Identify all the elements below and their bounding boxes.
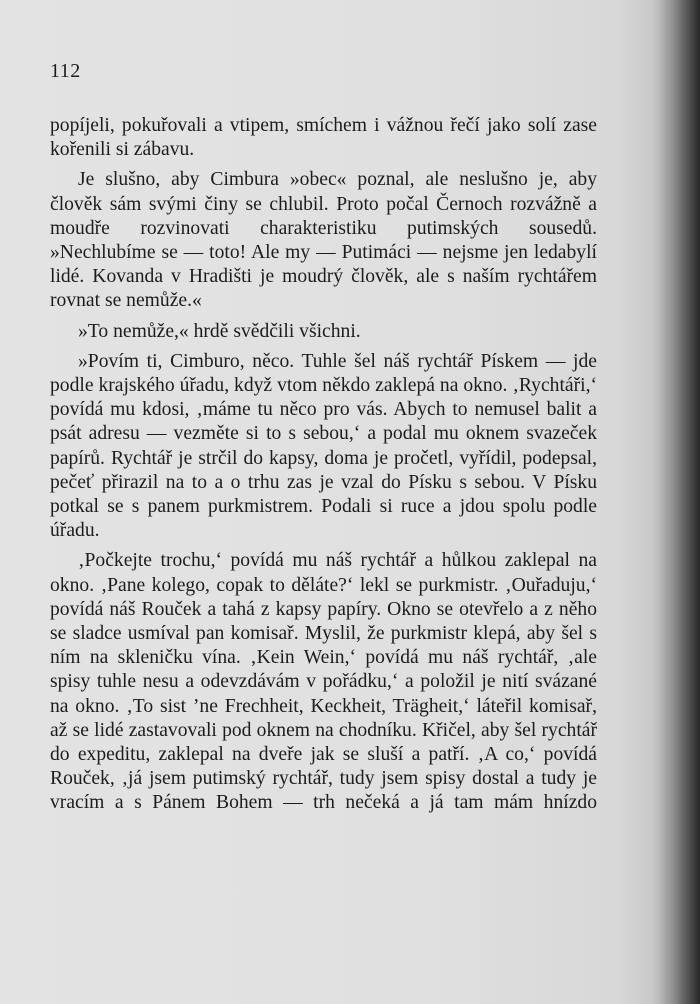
paragraph-2: Je slušno, aby Cimbura »obec« poznal, ale neslušno je, aby člověk sám svými činy se chlubil. Proto počal Černoch rozvážně a moudře rozvinovati charakteristiku putimských sousedů. »Nechlubíme se — toto! Ale my — Putimáci — nejsme jen ledabylí lidé. Kovanda v Hradišti je moudrý člověk, ale s naším rychtářem rovnat se nemůže.« [50,169,597,312]
paragraph-4: »Povím ti, Cimburo, něco. Tuhle šel náš rychtář Pískem — jde podle krajského úřadu, když vtom někdo zaklepá na okno. ‚Rychtáři,‘ povídá mu kdosi, ‚máme tu něco pro vás. Abych to nemusel balit a psát adresu — vezměte si to s sebou,‘ a podal mu oknem svazeček papírů. Rychtář je strčil do kapsy, doma je pročetl, vyřídil, podepsal, pečeť přirazil na to a o trhu zas je vzal do Písku s sebou. V Písku potkal se s panem purkmistrem. Podali si ruce a jdou spolu podle úřadu. [50,350,597,542]
book-spine-shadow [658,0,700,1004]
page-text [50,114,597,822]
paragraph-5: ‚Počkejte trochu,‘ povídá mu náš rychtář a hůlkou zaklepal na okno. ‚Pane kolego, copak to děláte?‘ lekl se purkmistr. ‚Ouřaduju,‘ povídá náš Rouček a tahá z kapsy papíry. Okno se otevřelo a z něho se sladce usmíval pan komisař. Myslil, že purkmistr klepá, aby šel s ním na skleničku vína. ‚Kein Wein,‘ povídá mu náš rychtář, ‚ale spisy tuhle nesu a odevzdávám v pořádku,‘ a položil je nití svázané na okno. ‚To sist ’ne Frechheit, Keckheit, Trägheit,‘ láteřil komisař, až se lidé zastavovali pod oknem na chodníku. Křičel, aby šel rychtář do expeditu, zaklepal na dveře jak se sluší a patří. ‚A co,‘ povídá Rouček, ‚já jsem putimský rychtář, tudy jsem spisy dostal a tudy je vracím a s Pánem Bohem — trh nečeká a já tam mám hnízdo [50,550,597,814]
page-number: 112 [50,60,81,82]
paragraph-1: popíjeli, pokuřovali a vtipem, smíchem i vážnou řečí jako solí zase kořenili si zábavu. [50,115,597,161]
paragraph-3: »To nemůže,« hrdě svědčili všichni. [78,320,361,342]
